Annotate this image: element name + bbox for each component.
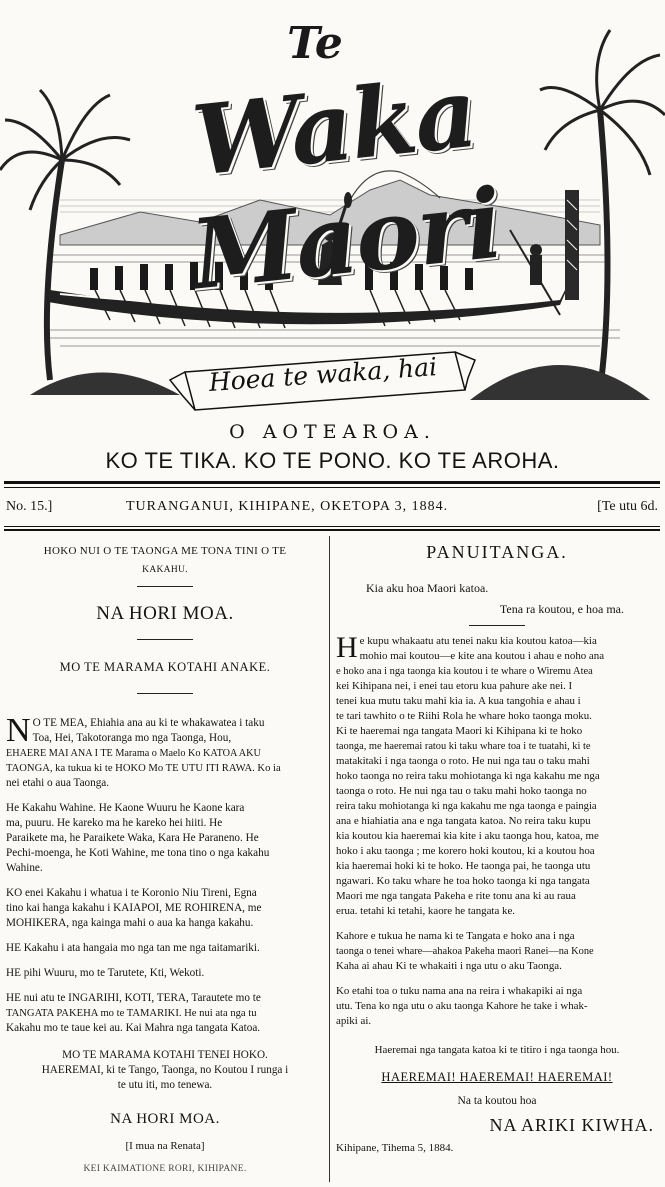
rule-thick bbox=[4, 481, 660, 484]
left-para-1-line: Toa, Hei, Takotoranga mo nga Taonga, Hou, bbox=[32, 732, 232, 744]
left-para-1-line: TAONGA, ka tukua ki te HOKO Mo TE UTU ITI RAWA. Ko ia bbox=[6, 763, 281, 774]
left-subheading: MO TE MARAMA KOTAHI ANAKE. bbox=[59, 660, 271, 674]
right-para-1-line: e hoko ana i nga taonga kia koutou i te whare o Wiremu Atea bbox=[336, 666, 593, 677]
left-para-1-line: nei etahi o aua Taonga. bbox=[6, 777, 110, 789]
masthead bbox=[0, 0, 665, 412]
left-para-2-line: Wahine. bbox=[6, 862, 43, 874]
left-para-3-line: tino kai hanga kakahu i KAIAPOI, ME ROHIRENA, me bbox=[6, 902, 262, 914]
right-para-1-line: Maori me nga tangata Pakeha e rite tonu ana ki au raua bbox=[336, 890, 576, 902]
left-para-2-line: He Kakahu Wahine. He Kaone Wuuru he Kaone kara bbox=[6, 802, 245, 814]
left-para-6-line: HE nui atu te INGARIHI, KOTI, TERA, Tarautete mo te bbox=[6, 992, 261, 1004]
right-para-1-line: e kupu whakaatu atu tenei naku kia koutou katoa—kia bbox=[359, 635, 597, 647]
left-para-2 bbox=[6, 801, 324, 876]
right-welcome: HAEREMAI! HAEREMAI! HAEREMAI! bbox=[381, 1070, 613, 1084]
rule-issue-bottom bbox=[4, 526, 660, 527]
right-greeting-2: Tena ra koutou, e hoa ma. bbox=[499, 602, 624, 616]
masthead-motto: Hoea te waka, hai bbox=[207, 352, 438, 397]
masthead-title: Waka Maori bbox=[186, 55, 506, 312]
right-para-1-line: ana e hiahiatia ana e nga tangata katoa. No reira taku kupu bbox=[336, 815, 591, 827]
right-para-3-line: apiki ai. bbox=[336, 1015, 372, 1027]
right-para-2-line: taonga o tenei whare—ahakoa Pakeha maori Ranei—na Kone bbox=[336, 946, 594, 957]
left-rule-1 bbox=[137, 586, 193, 587]
right-para-1-line: kia koutou kia haeremai kia kite i aku taonga hou, katoa, me bbox=[336, 830, 599, 842]
right-para-1-line: taonga, me haeremai ratou ki taku whare toa i te tuatahi, ki te bbox=[336, 741, 591, 752]
right-para-2-line: Kahore e tukua he nama ki te Tangata e hoko ana i nga bbox=[336, 930, 575, 942]
issue-number: No. 15.] bbox=[6, 499, 53, 514]
left-rule-3 bbox=[137, 693, 193, 694]
issue-bar bbox=[4, 497, 660, 521]
left-para-4: HE Kakahu i ata hangaia mo nga tan me nga taitamariki. bbox=[6, 942, 260, 954]
left-advertiser: NA HORI MOA. bbox=[96, 603, 234, 624]
right-dropcap: H bbox=[336, 631, 358, 664]
left-signature-note: [I mua na Renata] bbox=[125, 1140, 205, 1152]
right-para-1-line: reira taku mohiotanga ki nga kakahu me nga taonga e paingia bbox=[336, 801, 597, 812]
left-para-3-line: MOHIKERA, nga kainga mahi o aua ka hanga kakahu. bbox=[6, 917, 254, 929]
right-para-4: Haeremai nga tangata katoa ki te titiro i nga taonga hou. bbox=[374, 1044, 620, 1056]
left-para-2-line: Pechi-moenga, he Koti Wahine, me tona tino o nga kakahu bbox=[6, 847, 270, 859]
right-signature: NA ARIKI KIWHA. bbox=[489, 1115, 654, 1135]
right-para-1-line: matakitaki i nga taonga o roto. He nui nga tau o taku mahi bbox=[336, 755, 590, 767]
right-closing: Na ta koutou hoa bbox=[457, 1095, 537, 1107]
left-heading-line2: KAKAHU. bbox=[142, 565, 188, 575]
right-para-1-line: hoko i aku taonga ; me korero hoki koutou, ki a koutou hoa bbox=[336, 845, 595, 857]
left-para-2-line: Paraikete ma, he Paraikete Waka, Kara He Paraneno. He bbox=[6, 832, 259, 844]
right-para-1-line: ngawari. Ko taku whare he toa hoko taonga ki nga tangata bbox=[336, 875, 590, 887]
left-para-6 bbox=[6, 991, 324, 1036]
right-para-1-line: tenei kua mutu taku mahi kia ia. A kua tangohia e ahau i bbox=[336, 695, 581, 707]
left-dropcap: N bbox=[6, 712, 31, 749]
issue-price: [Te utu 6d. bbox=[597, 499, 658, 514]
right-para-1-line: Ki te haeremai nga tangata Maori ki Kihipana ki te hoko bbox=[336, 725, 583, 737]
right-para-1-line: hoko taonga no reira taku mohiotanga ki nga kakahu me nga bbox=[336, 770, 600, 782]
right-para-1-line: te tari tawhito o te Riihi Rola he whare hoko taonga moku. bbox=[336, 710, 592, 722]
left-para-6-line: Kakahu mo te taue kei au. Kai Mahra nga tangata Katoa. bbox=[6, 1022, 261, 1034]
slogan: KO TE TIKA. KO TE PONO. KO TE AROHA. bbox=[105, 448, 560, 473]
left-signature-place: KEI KAIMATIONE RORI, KIHIPANE. bbox=[83, 1164, 247, 1174]
left-para-1-line: EHAERE MAI ANA I TE Marama o Maelo Ko KATOA AKU bbox=[6, 748, 261, 759]
left-heading-line1: HOKO NUI O TE TAONGA ME TONA TINI O TE bbox=[43, 545, 287, 557]
left-heading bbox=[6, 544, 324, 578]
left-para-2-line: ma, puuru. He kareko ma he kareko hei hiiti. He bbox=[6, 817, 223, 829]
right-para-2-line: Kaha ai ahau Ki te whakaiti i nga utu o aku Taonga. bbox=[336, 960, 562, 972]
right-para-3-line: Ko etahi toa o tuku nama ana na reira i whakapiki ai nga bbox=[336, 985, 583, 997]
left-closing-line: MO TE MARAMA KOTAHI TENEI HOKO. bbox=[62, 1049, 268, 1061]
left-para-5: HE pihi Wuuru, mo te Tarutete, Kti, Wekoti. bbox=[6, 967, 205, 979]
right-greeting-1: Kia aku hoa Maori katoa. bbox=[366, 581, 489, 595]
issue-dateline: TURANGANUI, KIHIPANE, OKETOPA 3, 1884. bbox=[126, 499, 449, 514]
masthead-title-te: Te bbox=[287, 18, 343, 69]
left-para-6-line: TANGATA PAKEHA mo te TAMARIKI. He nui ata nga tu bbox=[6, 1008, 257, 1019]
left-closing-line: te utu iti, mo tenewa. bbox=[117, 1079, 213, 1091]
right-para-1-line: kia haeremai hoki ki te hoko. He taonga pai, he taonga utu bbox=[336, 860, 591, 872]
region-line: O AOTEAROA. bbox=[229, 421, 436, 443]
right-para-1-line: taonga o roto. He nui nga tau o taku mahi hoko taonga no bbox=[336, 785, 587, 797]
rule-issue-bottom-thick bbox=[4, 529, 660, 531]
left-para-1-line: O TE MEA, Ehiahia ana au ki te whakawatea i taku bbox=[32, 717, 265, 729]
right-para-3 bbox=[336, 984, 658, 1029]
right-para-1-line: mohio mai koutou—e kite ana koutou i ahau e noho ana bbox=[359, 650, 605, 662]
left-closing-line: HAEREMAI, ki te Tango, Taonga, no Koutou I runga i bbox=[41, 1064, 289, 1076]
left-closing bbox=[6, 1048, 324, 1093]
right-heading: PANUITANGA. bbox=[426, 542, 568, 562]
left-signature: NA HORI MOA. bbox=[110, 1111, 220, 1127]
right-rule-1 bbox=[469, 625, 525, 626]
rule-thin bbox=[4, 487, 660, 488]
column-divider bbox=[329, 536, 330, 1182]
left-para-1 bbox=[6, 712, 324, 791]
right-para-1-line: kei Kihipana nei, i enei tau etoru kua pahure ake nei. I bbox=[336, 680, 573, 692]
left-rule-2 bbox=[137, 639, 193, 640]
right-para-2 bbox=[336, 929, 658, 974]
right-para-1-line: erua. tetahi ki tetahi, kaore he tangata ke. bbox=[336, 905, 516, 917]
left-column bbox=[6, 538, 324, 1174]
right-para-3-line: utu. Tena ko nga utu o aku taonga Kahore he take i whak- bbox=[336, 1000, 588, 1012]
left-para-3 bbox=[6, 886, 324, 931]
right-date: Kihipane, Tihema 5, 1884. bbox=[336, 1142, 454, 1154]
right-para-1 bbox=[336, 631, 658, 919]
right-column bbox=[336, 538, 658, 1154]
left-para-3-line: KO enei Kakahu i whatua i te Koronio Niu Tireni, Egna bbox=[6, 887, 257, 899]
